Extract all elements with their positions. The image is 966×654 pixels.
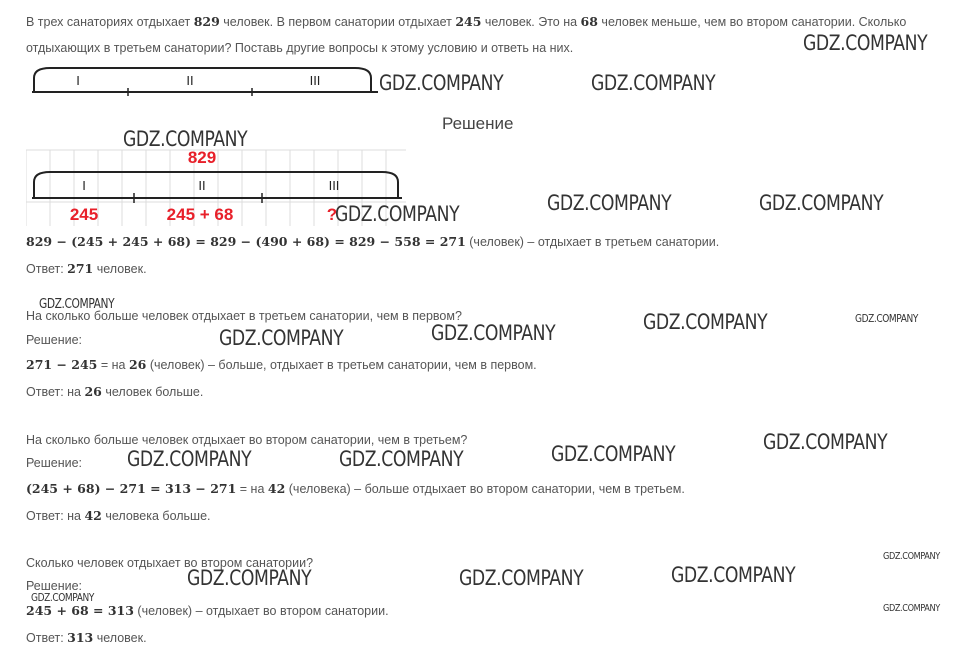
answer-2: Ответ: на 26 человек больше. [26,384,204,399]
watermark: GDZ.COMPANY [883,603,940,614]
watermark: GDZ.COMPANY [339,447,464,471]
watermark: GDZ.COMPANY [31,591,94,604]
watermark: GDZ.COMPANY [855,312,918,325]
diagram2-part-2: 245 + 68 [166,205,234,224]
watermark: GDZ.COMPANY [591,71,716,95]
answer-1: Ответ: 271 человек. [26,261,147,276]
problem-text-line-1: В трех санаториях отдыхает 829 человек. В первом санатории отдыхает 245 человек. Это на 68 человек меньше, чем во втором санатории. Сколько [26,14,907,29]
question-3: На сколько больше человек отдыхает во втором санатории, чем в третьем? [26,433,468,447]
calc-2: 271 − 245 = на 26 (человек) – больше, отдыхает в третьем санатории, чем в первом. [26,357,537,372]
solution-heading: Решение [442,114,514,133]
watermark: GDZ.COMPANY [127,447,252,471]
diagram1-label-2: II [186,73,194,88]
watermark: GDZ.COMPANY [123,127,248,151]
calc-4: 245 + 68 = 313 (человек) – отдыхает во втором санатории. [26,603,389,618]
watermark: GDZ.COMPANY [379,71,504,95]
diagram2-part-1: 245 [69,205,99,224]
question-2: На сколько больше человек отдыхает в третьем санатории, чем в первом? [26,309,462,323]
diagram1-label-3: III [309,73,321,88]
diagram2-total: 829 [187,148,217,167]
watermark: GDZ.COMPANY [459,566,584,590]
calc-1: 829 − (245 + 245 + 68) = 829 − (490 + 68) = 829 − 558 = 271 (человек) – отдыхает в третьем санатории. [26,234,720,249]
problem-text-line-2: отдыхающих в третьем санатории? Поставь другие вопросы к этому условию и ответь на них. [26,41,574,55]
watermark: GDZ.COMPANY [335,202,460,226]
watermark: GDZ.COMPANY [763,430,888,454]
watermark: GDZ.COMPANY [551,442,676,466]
solution-label-2: Решение: [26,333,83,347]
diagram2-label-2: II [198,178,206,193]
watermark: GDZ.COMPANY [39,297,115,312]
answer-4: Ответ: 313 человек. [26,630,147,645]
watermark: GDZ.COMPANY [643,310,768,334]
watermark: GDZ.COMPANY [219,326,344,350]
watermark: GDZ.COMPANY [187,566,312,590]
watermark: GDZ.COMPANY [759,191,884,215]
solution-label-3: Решение: [26,456,83,470]
diagram1-label-1: I [76,73,80,88]
answer-3: Ответ: на 42 человека больше. [26,508,211,523]
solution-label-4: Решение: [26,579,83,593]
diagram2-label-1: I [82,178,86,193]
watermark: GDZ.COMPANY [803,31,928,55]
segment-diagram-1 [30,64,380,98]
diagram2-part-3: ? [326,205,338,224]
watermark: GDZ.COMPANY [431,321,556,345]
calc-3: (245 + 68) − 271 = 313 − 271 = на 42 (человека) – больше отдыхает во втором санатории, чем в третьем. [26,481,685,496]
question-4: Сколько человек отдыхает во втором санатории? [26,556,314,570]
watermark: GDZ.COMPANY [883,551,940,562]
watermark: GDZ.COMPANY [547,191,672,215]
watermark: GDZ.COMPANY [671,563,796,587]
diagram2-label-3: III [328,178,340,193]
